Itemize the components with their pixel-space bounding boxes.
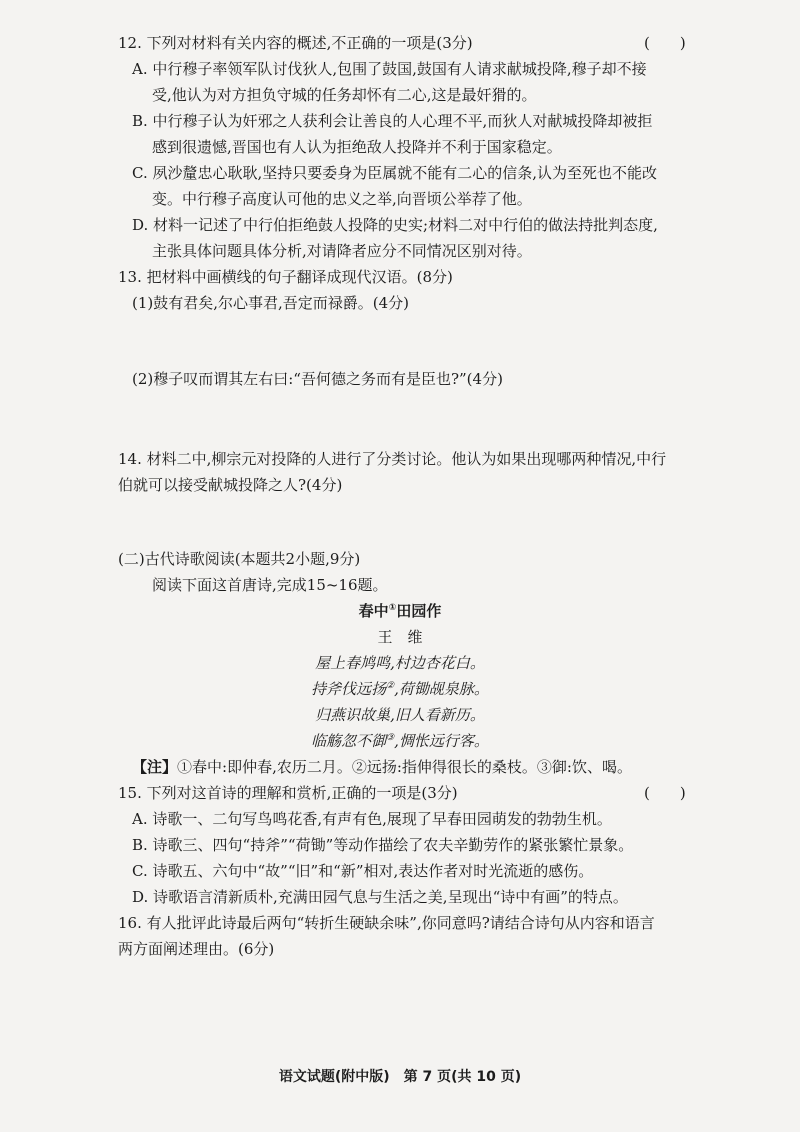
poem-line-2-part2: ,荷锄觇泉脉。 — [394, 680, 489, 698]
q12-answer-paren: ( ) — [644, 34, 686, 52]
q13-sentence-1: (1)鼓有君矣,尔心事君,吾定而禄爵。(4分) — [132, 294, 410, 312]
q12-option-a-line2: 受,他认为对方担负守城的任务却怀有二心,这是最奸猾的。 — [152, 86, 537, 104]
q15-option-a: A. 诗歌一、二句写鸟鸣花香,有声有色,展现了早春田园萌发的勃勃生机。 — [132, 810, 612, 828]
q15-option-d: D. 诗歌语言清新质朴,充满田园气息与生活之美,呈现出“诗中有画”的特点。 — [132, 888, 628, 906]
poem-author: 王 维 — [377, 628, 423, 646]
q12-option-d-line2: 主张具体问题具体分析,对请降者应分不同情况区别对待。 — [152, 242, 532, 260]
poem-title-part1: 春中 — [358, 602, 389, 620]
poem-line-2 — [0, 678, 800, 699]
poem-line-4-note-mark: ③ — [386, 733, 395, 743]
notes-text: ①春中:即仲春,农历二月。②远扬:指伸得很长的桑枝。③御:饮、喝。 — [177, 758, 632, 776]
q12-option-b-line2: 感到很遗憾,晋国也有人认为拒绝敌人投降并不利于国家稳定。 — [152, 138, 562, 156]
q12-stem: 12. 下列对材料有关内容的概述,不正确的一项是(3分) — [118, 34, 473, 52]
q13-stem: 13. 把材料中画横线的句子翻译成现代汉语。(8分) — [118, 268, 453, 286]
poem-line-4 — [0, 730, 800, 751]
poem-line-4-part1: 临觞忽不御 — [311, 732, 387, 750]
section2-heading: (二)古代诗歌阅读(本题共2小题,9分) — [118, 550, 361, 568]
poem-line-2-part1: 持斧伐远扬 — [311, 680, 387, 698]
poem-line-1: 屋上春鸠鸣,村边杏花白。 — [315, 654, 485, 672]
q14-line1: 14. 材料二中,柳宗元对投降的人进行了分类讨论。他认为如果出现哪两种情况,中行 — [118, 450, 667, 468]
q16-line1: 16. 有人批评此诗最后两句“转折生硬缺余味”,你同意吗?请结合诗句从内容和语言 — [118, 914, 655, 932]
poem-line-3: 归燕识故巢,旧人看新历。 — [315, 706, 485, 724]
q15-answer-paren: ( ) — [644, 784, 686, 802]
poem-title-note-mark: ① — [388, 603, 397, 613]
poem-title — [0, 600, 800, 621]
q14-line2: 伯就可以接受献城投降之人?(4分) — [118, 476, 343, 494]
section2-intro: 阅读下面这首唐诗,完成15~16题。 — [152, 576, 388, 594]
q15-option-c: C. 诗歌五、六句中“故”“旧”和“新”相对,表达作者对时光流逝的感伤。 — [132, 862, 594, 880]
q15-option-b: B. 诗歌三、四句“持斧”“荷锄”等动作描绘了农夫辛勤劳作的紧张繁忙景象。 — [132, 836, 634, 854]
q15-stem: 15. 下列对这首诗的理解和赏析,正确的一项是(3分) — [118, 784, 458, 802]
q12-option-b-line1: B. 中行穆子认为奸邪之人获利会让善良的人心理不平,而狄人对献城投降却被拒 — [132, 112, 653, 130]
page-footer: 语文试题(附中版) 第 7 页(共 10 页) — [278, 1069, 522, 1085]
poem-notes — [132, 756, 632, 778]
poem-line-2-note-mark: ② — [386, 681, 395, 691]
q12-option-a-line1: A. 中行穆子率领军队讨伐狄人,包围了鼓国,鼓国有人请求献城投降,穆子却不接 — [132, 60, 647, 78]
notes-label: 【注】 — [132, 758, 178, 776]
q13-sentence-2: (2)穆子叹而谓其左右曰:“吾何德之务而有是臣也?”(4分) — [132, 370, 503, 388]
q12-option-c-line1: C. 夙沙釐忠心耿耿,坚持只要委身为臣属就不能有二心的信条,认为至死也不能改 — [132, 164, 658, 182]
q12-option-d-line1: D. 材料一记述了中行伯拒绝鼓人投降的史实;材料二对中行伯的做法持批判态度, — [132, 216, 658, 234]
poem-line-4-part2: ,惆怅远行客。 — [394, 732, 489, 750]
q12-option-c-line2: 变。中行穆子高度认可他的忠义之举,向晋顷公举荐了他。 — [152, 190, 532, 208]
poem-title-part2: 田园作 — [396, 602, 442, 620]
q16-line2: 两方面阐述理由。(6分) — [118, 940, 275, 958]
